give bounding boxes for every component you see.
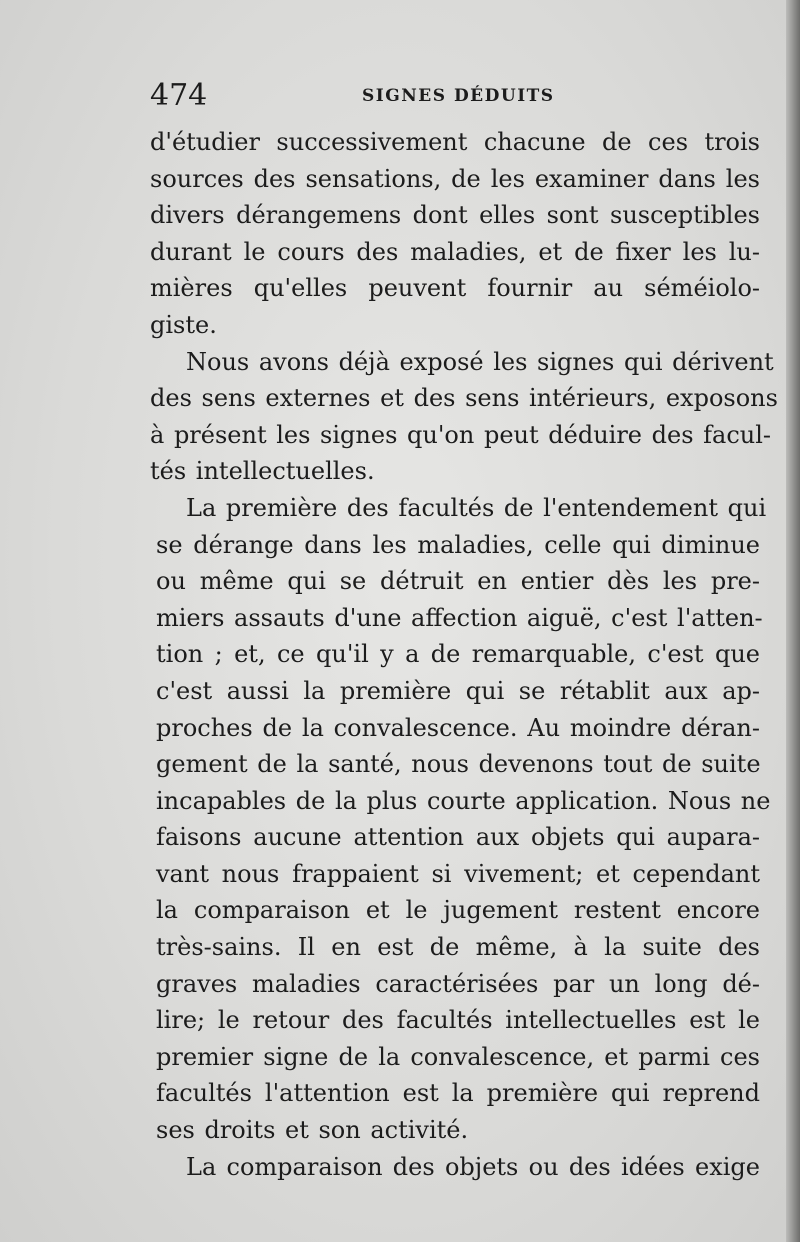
body-text [150, 124, 778, 1185]
paragraph-start: La première des facultés de l'entendement qui [186, 493, 767, 522]
text-line: ou même qui se détruit en entier dès les pre- [156, 567, 760, 596]
text-line: durant le cours des maladies, et de fixer les lu- [150, 237, 760, 266]
text-line: divers dérangemens dont elles sont susceptibles [150, 201, 760, 230]
text-line: des sens externes et des sens intérieurs, exposons [150, 384, 778, 413]
text-line: giste. [150, 310, 217, 339]
text-line: lire; le retour des facultés intellectuelles est le [156, 1006, 760, 1035]
text-line: facultés l'attention est la première qui reprend [156, 1079, 760, 1108]
paragraph-start: Nous avons déjà exposé les signes qui dérivent [186, 347, 774, 376]
text-line: proches de la convalescence. Au moindre déran- [156, 713, 760, 742]
paragraph-start: La comparaison des objets ou des idées exige [186, 1152, 760, 1181]
text-line: se dérange dans les maladies, celle qui diminue [156, 530, 760, 559]
running-head: SIGNES DÉDUITS [362, 86, 555, 106]
page-header [150, 78, 750, 118]
text-line: très-sains. Il en est de même, à la suite des [156, 933, 760, 962]
text-line: tés intellectuelles. [150, 457, 375, 486]
text-line: faisons aucune attention aux objets qui aupara- [156, 823, 760, 852]
text-line: graves maladies caractérisées par un long dé- [156, 969, 760, 998]
text-line: ses droits et son activité. [156, 1116, 469, 1145]
text-line: premier signe de la convalescence, et parmi ces [156, 1042, 760, 1071]
text-line: miers assauts d'une affection aiguë, c'est l'atten- [156, 603, 763, 632]
text-line: vant nous frappaient si vivement; et cependant [156, 859, 760, 888]
text-line: d'étudier successivement chacune de ces trois [150, 128, 760, 156]
text-line: incapables de la plus courte application. Nous ne [156, 786, 771, 815]
text-line: tion ; et, ce qu'il y a de remarquable, c'est que [156, 640, 760, 669]
text-line: gement de la santé, nous devenons tout de suite [156, 750, 761, 779]
text-line: la comparaison et le jugement restent encore [156, 896, 760, 925]
text-line: mières qu'elles peuvent fournir au séméiolo- [150, 274, 760, 303]
text-line: c'est aussi la première qui se rétablit aux ap- [156, 676, 760, 705]
page-edge-shadow [786, 0, 800, 1242]
text-line: sources des sensations, de les examiner dans les [150, 164, 760, 193]
text-line: à présent les signes qu'on peut déduire des facul- [150, 420, 772, 449]
page-number: 474 [150, 78, 208, 113]
